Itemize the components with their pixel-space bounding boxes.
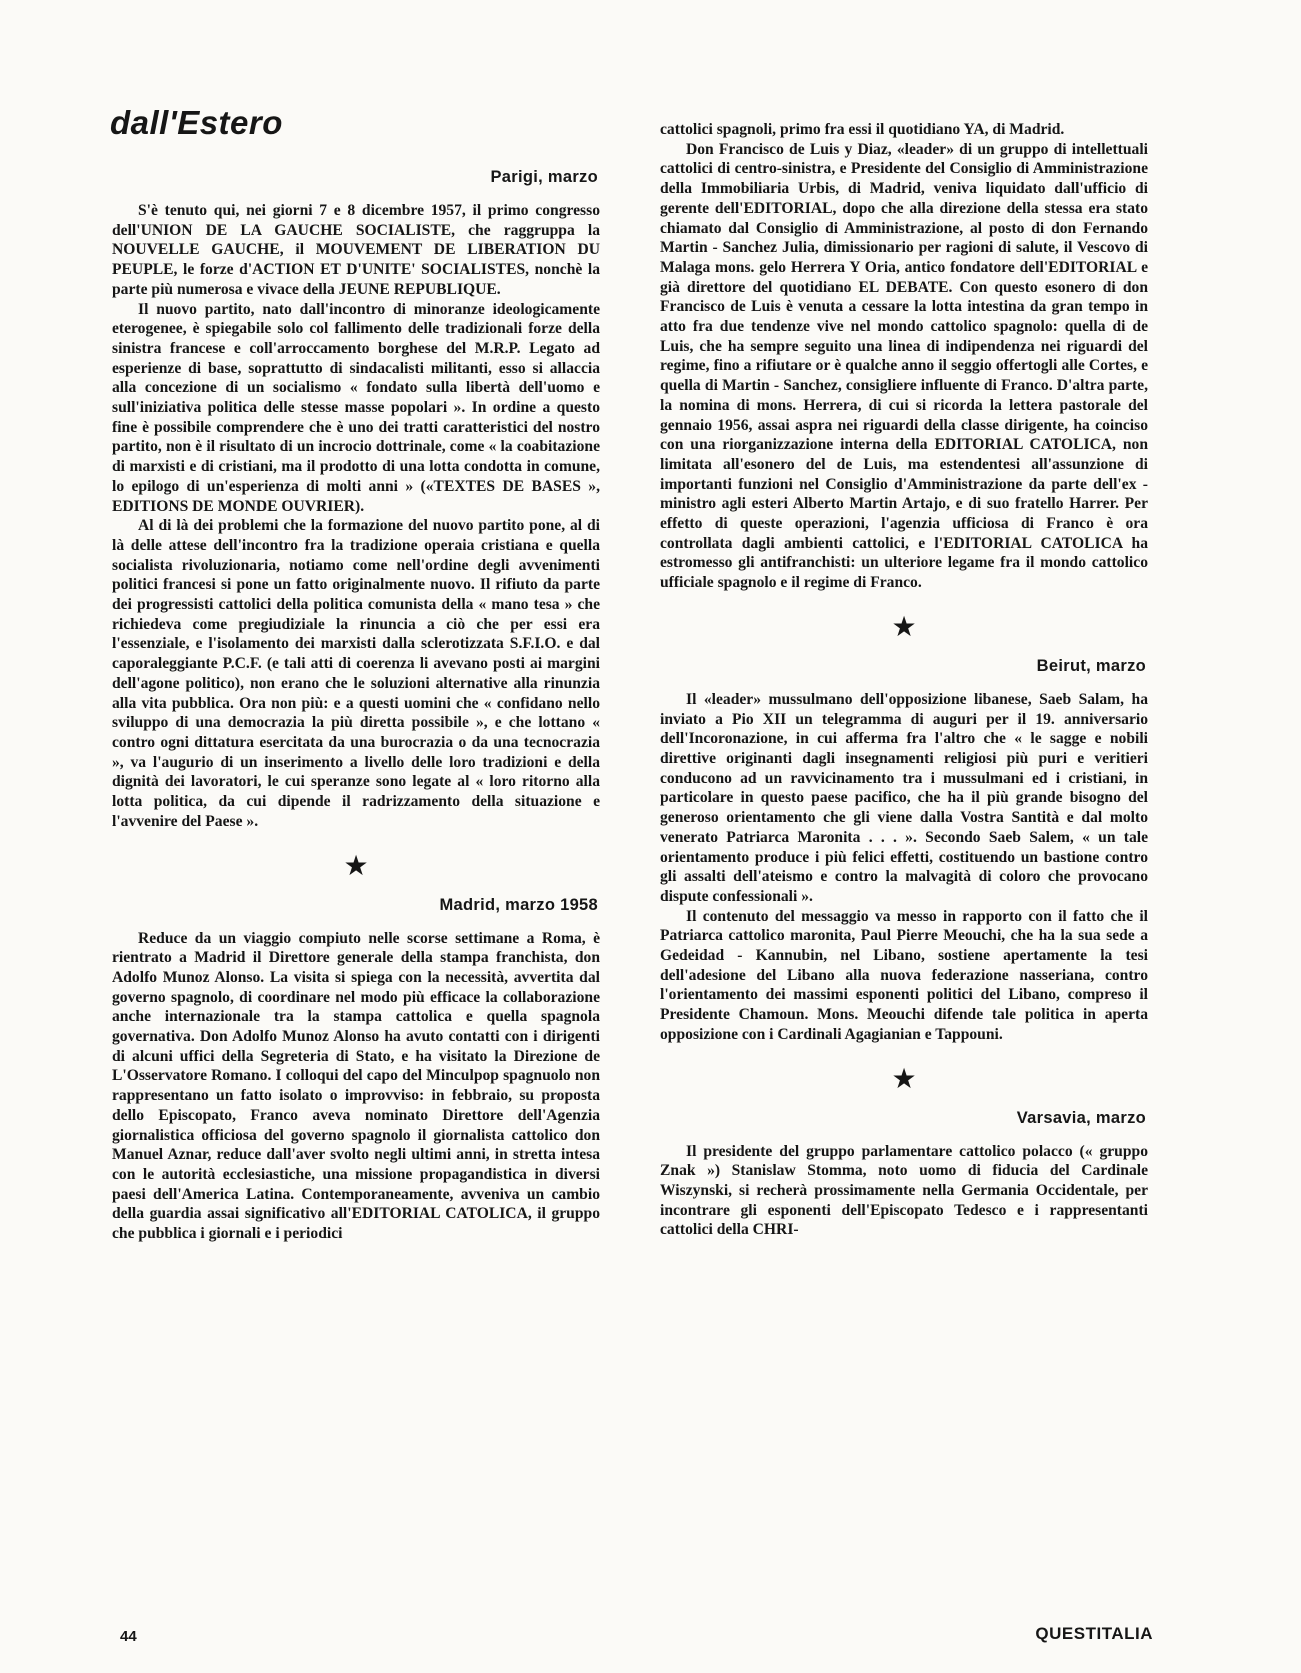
star-separator-icon: ★ [891, 611, 917, 643]
dateline-madrid: Madrid, marzo 1958 [439, 895, 598, 914]
dateline-beirut: Beirut, marzo [1036, 656, 1146, 675]
magazine-name: QUESTITALIA [1035, 1624, 1153, 1643]
star-separator-icon: ★ [891, 1063, 917, 1095]
left-column [112, 168, 600, 1244]
paragraph: Il presidente del gruppo parlamentare cattolico polacco (« gruppo Znak ») Stanislaw Stomma, noto uomo di fiducia del Cardinale Wiszynski, si recherà prossimamente nella Germania Occidentale, per incontrare gli esponenti dell'Episcopato Tedesco e i rappresentanti cattolici della CHRI- [660, 1142, 1148, 1239]
paragraph: cattolici spagnoli, primo fra essi il quotidiano YA, di Madrid. [660, 121, 1065, 138]
paragraph: Al di là dei problemi che la formazione del nuovo partito pone, al di là delle attese dell'incontro fra la tradizione operaia cristiana e quella socialista rivoluzionaria, notiamo come nell'ordine degli avvenimenti politici francesi si pone un fatto originalmente nuovo. Il rifiuto da parte dei progressisti cattolici della politica comunista della « mano tesa » che richiedeva come pregiudiziale la rinuncia a ciò che per essi era l'essenziale, e l'isolamento dei marxisti dalla sclerotizzata S.F.I.O. e dal caporaleggiante P.C.F. (e tali atti di coerenza li avevano posti ai margini dell'agone politico), non erano che le soluzioni alternative alla rinunzia alla vita pubblica. Ora non più: e a questi uomini che « confidano nello sviluppo di una democrazia la più diretta possibile », e che lottano « contro ogni dittatura esercitata da una burocrazia o da una tecnocrazia », va l'augurio di un inserimento a livello delle loro tradizioni e della dignità dei lavoratori, le cui speranze sono legate al « loro ritorno alla lotta politica, da cui dipende il radrizzamento della situazione e l'avvenire del Paese ». [112, 517, 600, 830]
dateline-parigi: Parigi, marzo [490, 168, 598, 186]
page-number: 44 [120, 1628, 137, 1645]
right-column [660, 120, 1148, 1240]
paragraph: Don Francisco de Luis y Diaz, «leader» di un gruppo di intellettuali cattolici di centro-sinistra, e Presidente del Consiglio di Amministrazione della Immobiliaria Urbis, di Madrid, veniva liquidato dall'ufficio di gerente dell'EDITORIAL, dopo che alla direzione della stessa era stato chiamato dal Consiglio di Amministrazione, al posto di don Fernando Martin - Sanchez Julia, dimissionario per ragioni di salute, il Vescovo di Malaga mons. gelo Herrera Y Oria, antico fondatore dell'EDITORIAL e già direttore del quotidiano EL DEBATE. Con questo esonero di don Francisco de Luis è venuta a cessare la lotta intestina da gran tempo in atto fra due tendenze vive nel mondo cattolico spagnolo: quella di de Luis, che ha sempre seguito una linea di indipendenza nei riguardi del regime, fino a rifiutare or è qualche anno il seggio offertogli alle Cortes, e quella di Martin - Sanchez, consigliere influente di Franco. D'altra parte, la nomina di mons. Herrera, di cui si ricorda la lettera pastorale del gennaio 1956, assai aspra nei riguardi della classe dirigente, ha coinciso con una riorganizzazione interna della EDITORIAL CATOLICA, non limitata all'esonero del de Luis, ma estendentesi all'assunzione di importanti funzioni nel Consiglio d'Amministrazione da parte dell'ex - ministro agli esteri Alberto Martin Artajo, e di suo fratello Harrer. Per effetto di queste operazioni, l'agenzia ufficiosa di Franco è ora controllata dagli ambienti cattolici, e l'EDITORIAL CATOLICA ha estromesso gli antifranchisti: un ulteriore legame fra il mondo cattolico ufficiale spagnolo e il regime di Franco. [660, 140, 1148, 592]
paragraph: Il contenuto del messaggio va messo in rapporto con il fatto che il Patriarca cattolico maronita, Paul Pierre Meouchi, che ha la sua sede a Gedeidad - Kannubin, nel Libano, sostiene apertamente la tesi dell'adesione del Libano alla nuova federazione nasseriana, contro l'orientamento dei massimi esponenti politici del Libano, compreso il Presidente Chamoun. Mons. Meouchi difende tale politica in aperta opposizione con i Cardinali Agagianian e Tappouni. [660, 907, 1148, 1043]
paragraph: Il «leader» mussulmano dell'opposizione libanese, Saeb Salam, ha inviato a Pio XII un telegramma di auguri per il 19. anniversario dell'Incoronazione, in cui afferma fra l'altro che « le sagge e nobili direttive originanti dagli insegnamenti religiosi più puri e veritieri conducono ad un ravvicinamento tra i mussulmani ed i cristiani, in particolare in questo paese pacifico, che ha il più grande bisogno del generoso orientamento che gli viene dalla Vostra Santità e dal molto venerato Patriarca Maronita . . . ». Secondo Saeb Salem, « un tale orientamento produce i più felici effetti, costituendo un bastione contro gli assalti dell'ateismo e contro la malvagità di coloro che provocano dispute confessionali ». [660, 690, 1148, 905]
dateline-varsavia: Varsavia, marzo [1016, 1108, 1146, 1127]
paragraph: Reduce da un viaggio compiuto nelle scorse settimane a Roma, è rientrato a Madrid il Direttore generale della stampa franchista, don Adolfo Munoz Alonso. La visita si spiega con la necessità, avvertita dal governo spagnolo, di coordinare nel modo più efficace la collaborazione anche internazionale tra la stampa cattolica e quella spagnola governativa. Don Adolfo Munoz Alonso ha avuto contatti con i dirigenti di alcuni uffici della Segreteria di Stato, e ha visitato la Direzione de L'Osservatore Romano. I colloqui del capo del Minculpop spagnuolo non rappresentano un fatto isolato o improvviso: in febbraio, su proposta dello Episcopato, Franco aveva nominato Direttore dell'Agenzia giornalistica officiosa del governo spagnolo il giornalista cattolico don Manuel Aznar, reduce dall'aver svolto negli ultimi anni, in stretta intesa con le autorità ecclesiastiche, una missione propagandistica in diversi paesi dell'America Latina. Contemporaneamente, avveniva un cambio della guardia assai significativo all'EDITORIAL CATOLICA, il gruppo che pubblica i giornali e i periodici [112, 929, 600, 1243]
star-separator-icon: ★ [343, 850, 369, 882]
section-title: dall'Estero [110, 104, 283, 141]
paragraph: S'è tenuto qui, nei giorni 7 e 8 dicembre 1957, il primo congresso dell'UNION DE LA GAUCHE SOCIALISTE, che raggruppa la NOUVELLE GAUCHE, il MOUVEMENT DE LIBERATION DU PEUPLE, le forze d'ACTION ET D'UNITE' SOCIALISTES, nonchè la parte più numerosa e vivace della JEUNE REPUBLIQUE. [112, 202, 600, 298]
paragraph: Il nuovo partito, nato dall'incontro di minoranze ideologicamente eterogenee, è spiegabile solo col fallimento delle tradizionali forze della sinistra francese e coll'arroccamento borghese del M.R.P. Legato ad esperienze di base, soprattutto di sindacalisti militanti, esso si allaccia alla concezione di un socialismo « fondato sulla libertà dell'uomo e sull'iniziativa politica delle stesse masse popolari ». In ordine a questo fine è possibile comprendere che è uno dei tratti caratteristici del nostro partito, non è il risultato di un incrocio dottrinale, come « la coabitazione di marxisti e di cristiani, ma il prodotto di una lotta condotta in comune, lo epilogo di un'esperienza di molti anni » («TEXTES DE BASES », EDITIONS DE MONDE OUVRIER). [112, 300, 600, 515]
